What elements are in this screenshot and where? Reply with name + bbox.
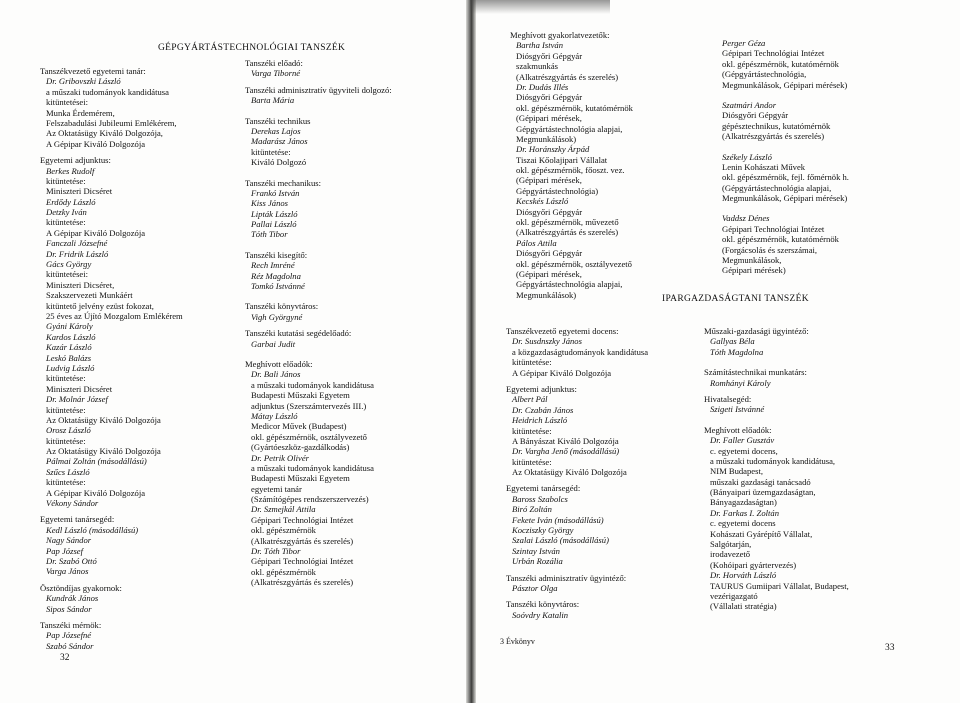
person-name: Garbai Judit <box>251 338 296 349</box>
person-name: Gallyas Béla <box>710 336 755 347</box>
person-name: Dr. Czabán János <box>512 404 574 415</box>
person-name: Biró Zoltán <box>512 504 552 515</box>
person-name: Szabó Sándor <box>46 640 94 651</box>
entry-text: (Gépipari mérések, <box>516 113 582 124</box>
person-name: Madarász János <box>251 136 308 147</box>
entry-text: Gépipari Technológiai Intézet <box>722 48 825 59</box>
person-name: Dr. Susdnszky János <box>512 336 582 347</box>
person-name: Tóth Magdolna <box>710 346 764 357</box>
entry-text: Lenin Kohászati Művek <box>722 161 806 172</box>
entry-text: kitüntetései: <box>46 269 89 280</box>
person-name: Dr. Szabó Ottó <box>46 555 97 566</box>
entry-text: Diósgyőri Gépgyár <box>516 50 583 61</box>
person-name: Kazár László <box>46 342 92 353</box>
person-name: Varga Tiborné <box>251 68 301 79</box>
person-name: Dr. Tóth Tibor <box>251 546 301 557</box>
entry-text: a műszaki tudományok kandidátusa <box>46 86 169 97</box>
spacer <box>722 203 849 213</box>
person-name: Pap József <box>46 545 83 556</box>
entry-text: TAURUS Gumiipari Vállalat, Budapest, <box>710 580 849 591</box>
spacer <box>722 90 849 100</box>
entry-text: adjunktus (Szerszámtervezés III.) <box>251 400 367 411</box>
entry-text: Megmunkálások) <box>516 289 577 300</box>
entry-text: Az Oktatásügy Kiváló Dolgozója <box>46 446 161 457</box>
entry-text: irodavezető <box>710 549 751 560</box>
spacer <box>245 168 392 178</box>
person-name: Detzky Iván <box>46 207 87 218</box>
entry-text: Kohászati Gyárépítő Vállalat, <box>710 528 813 539</box>
person-name: Soóvdry Katalin <box>512 609 569 620</box>
entry-text: (Gépipari mérések, <box>516 175 582 186</box>
entry-text: Szakszervezeti Munkáért <box>46 290 133 301</box>
entry-text: Felszabadulási Jubileumi Emlékérem, <box>46 117 177 128</box>
entry-text: Tanszéki könyvtáros: <box>245 301 319 312</box>
entry-text: Egyetemi tanársegéd: <box>40 514 115 525</box>
entry-text: kitüntetése: <box>46 373 86 384</box>
entry-text: Diósgyőri Gépgyár <box>516 206 583 217</box>
person-name: Vaddsz Dénes <box>722 213 770 224</box>
entry-text: Budapesti Műszaki Egyetem <box>251 390 350 401</box>
person-name: Fanczali Józsefné <box>46 238 108 249</box>
entry-text: (Forgácsolás és szerszámai, <box>722 244 818 255</box>
entry-text: Meghívott előadók: <box>704 424 772 435</box>
entry-text: (Gépgyártástechnológia alapjai, <box>722 182 832 193</box>
person-name: Dr. Horánszky Árpád <box>516 144 590 155</box>
person-name: Frankó István <box>251 187 300 198</box>
entry-text: A Gépipar Kiváló Dolgozója <box>46 138 146 149</box>
person-name: Urbán Rozália <box>512 556 563 567</box>
entry-text: a közgazdaságtudományok kandidátusa <box>512 346 649 357</box>
entry-text: Bányagazdaságtan) <box>710 497 777 508</box>
entry-text: (Alkatrészgyártás és szerelés) <box>251 535 354 546</box>
entry-text: műszaki gazdasági tanácsadó <box>710 476 811 487</box>
entry-text: kitüntetése: <box>46 217 86 228</box>
person-name: Szűcs László <box>46 466 90 477</box>
person-name: Mátay László <box>251 410 298 421</box>
entry-text: (Gyártóeszköz-gazdálkodás) <box>251 442 350 453</box>
entry-text: Diósgyőri Gépgyár <box>516 248 583 259</box>
entry-text: okl. gépészmérnök, kutatómérnök <box>516 102 633 113</box>
entry-text: gépésztechnikus, kutatómérnök <box>722 120 831 131</box>
entry-text: Diósgyőri Gépgyár <box>516 92 583 103</box>
entry-text: Megmunkálások, Gépipari mérések) <box>722 79 848 90</box>
entry-text: c. egyetemi docens, <box>710 445 778 456</box>
entry-text: Tanszéki technikus <box>245 115 311 126</box>
person-name: Szalai László (másodállású) <box>512 535 609 546</box>
person-name: Nagy Sándor <box>46 535 92 546</box>
entry-text: Gépipari Technológiai Intézet <box>722 223 825 234</box>
person-name: Szatmári Andor <box>722 99 777 110</box>
department-heading-gepgyartastechnologiai: GÉPGYÁRTÁSTECHNOLÓGIAI TANSZÉK <box>158 43 346 53</box>
entry-text: Megmunkálások, Gépipari mérések) <box>722 193 848 204</box>
entry-text: A Bányászat Kiváló Dolgozója <box>512 435 619 446</box>
entry-text: Budapesti Műszaki Egyetem <box>251 473 350 484</box>
left-page <box>0 0 470 703</box>
entry-text: kitüntetése: <box>512 357 552 368</box>
entry-text: Az Oktatásügy Kiváló Dolgozója <box>512 467 627 478</box>
entry-text: (Gépgyártástechnológia, <box>722 69 807 80</box>
entry-text: Tanszéki kisegítő: <box>245 249 308 260</box>
entry-text: Medicor Művek (Budapest) <box>251 421 347 432</box>
person-name: Varga János <box>46 566 89 577</box>
entry-text: Diósgyőri Gépgyár <box>722 110 789 121</box>
person-name: Romhányi Károly <box>710 377 771 388</box>
person-name: Dr. Horváth László <box>710 570 777 581</box>
entry-text: Műszaki-gazdasági ügyintéző: <box>704 326 809 336</box>
entry-text: (Alkatrészgyártás és szerelés) <box>722 131 825 142</box>
entry-text: Ösztöndíjas gyakornok: <box>40 582 122 593</box>
entry-text: kitüntető jelvény ezüst fokozat, <box>46 300 154 311</box>
entry-text: okl. gépészmérnök, fejl. főmérnök h. <box>722 172 849 183</box>
right-page <box>472 0 960 703</box>
person-name: Dr. Vargha Jenő (másodállású) <box>512 446 620 457</box>
page-number-right: 33 <box>885 643 895 653</box>
entry-text: Tanszékvezető egyetemi docens: <box>506 326 619 336</box>
book-gutter <box>466 0 476 703</box>
person-name: Pásztor Olga <box>512 582 558 593</box>
person-name: Dr. Dudás Illés <box>516 81 569 92</box>
person-name: Gács György <box>46 259 92 270</box>
entry-text: Gépgyártástechnológia) <box>516 185 599 196</box>
left-column-1 <box>40 66 183 651</box>
person-name: Dr. Bali János <box>251 369 301 380</box>
entry-text: kitüntetése: <box>46 404 86 415</box>
person-name: Vékony Sándor <box>46 498 99 509</box>
right-top-column-1 <box>510 30 633 300</box>
person-name: Erdődy László <box>46 196 96 207</box>
entry-text: kitüntetése: <box>46 435 86 446</box>
entry-text: okl. gépészmérnök <box>251 525 316 536</box>
person-name: Albert Pál <box>512 394 548 405</box>
person-name: Tóth Tibor <box>251 229 288 240</box>
entry-text: (Gépipari mérések, <box>516 268 582 279</box>
person-name: Réz Magdolna <box>251 270 301 281</box>
entry-text: Gépipari mérések) <box>722 265 786 276</box>
entry-text: (Kohóipari gyártervezés) <box>710 559 797 570</box>
person-name: Kecskés László <box>516 196 569 207</box>
page-shadow <box>470 0 610 14</box>
entry-text: Kiváló Dolgozó <box>251 157 307 168</box>
entry-text: (Számítógépes rendszerszervezés) <box>251 494 369 505</box>
entry-text: 25 éves az Újító Mozgalom Emlékérem <box>46 310 183 321</box>
person-name: Dr. Gribovszki László <box>46 76 121 87</box>
entry-text: Egyetemi adjunktus: <box>40 155 111 166</box>
person-name: Tomkó Istvánné <box>251 281 305 292</box>
entry-text: A Gépipar Kiváló Dolgozója <box>46 227 146 238</box>
spacer <box>245 106 392 116</box>
entry-text: okl. gépészmérnök, kutatómérnök <box>722 58 839 69</box>
person-name: Baross Szabolcs <box>512 493 568 504</box>
entry-text: kitüntetése: <box>46 175 86 186</box>
person-name: Derekas Lajos <box>251 125 301 136</box>
entry-text: Megmunkálások) <box>516 133 577 144</box>
entry-text: kitüntetése: <box>512 425 552 436</box>
person-name: Szigeti Istvánné <box>710 404 765 415</box>
entry-text: Salgótarján, <box>710 539 752 550</box>
entry-text: Tanszéki kutatási segédelőadó: <box>245 328 352 339</box>
entry-text: okl. gépészmérnök, művezető <box>516 217 619 228</box>
entry-text: Hivatalsegéd: <box>704 393 752 404</box>
entry-text: Megmunkálások, <box>722 255 782 266</box>
entry-text: Egyetemi tanársegéd: <box>506 483 581 494</box>
entry-text: okl. gépészmérnök, osztályvezető <box>516 258 632 269</box>
entry-text: kitüntetései: <box>46 97 89 108</box>
entry-text: Tanszéki könyvtáros: <box>506 599 580 610</box>
entry-text: (Alkatrészgyártás és szerelés) <box>516 227 619 238</box>
right-bottom-column-2 <box>704 326 849 612</box>
person-name: Pap Józsefné <box>46 630 92 641</box>
entry-text: (Bányaipari üzemgazdaságtan, <box>710 487 816 498</box>
spacer <box>245 349 392 359</box>
entry-text: Tanszéki mechanikus: <box>245 177 322 188</box>
person-name: Dr. Faller Gusztáv <box>710 435 775 446</box>
person-name: Dr. Petrik Olivér <box>251 452 309 463</box>
entry-text: kitüntetése: <box>251 146 291 157</box>
person-name: Heidrich László <box>512 415 568 426</box>
person-name: Kocziszky György <box>512 525 574 536</box>
person-name: Kundrák János <box>46 593 99 604</box>
entry-text: (Vállalati stratégia) <box>710 601 777 612</box>
footer-evkonyv: 3 Évkönyv <box>500 637 535 646</box>
entry-text: Tanszéki adminisztratív ügyintéző: <box>506 572 627 583</box>
person-name: Dr. Fridrik László <box>46 248 109 259</box>
person-name: Dr. Molnár József <box>46 394 108 405</box>
entry-text: Tiszai Kőolajipari Vállalat <box>516 154 608 165</box>
entry-text: Miniszteri Dicséret <box>46 383 113 394</box>
person-name: Dr. Szmejkál Attila <box>251 504 316 515</box>
entry-text: Gépipari Technológiai Intézet <box>251 556 354 567</box>
entry-text: a műszaki tudományok kandidátusa, <box>710 455 836 466</box>
entry-text: vezérigazgató <box>710 590 758 601</box>
entry-text: Tanszékvezető egyetemi tanár: <box>40 66 146 76</box>
entry-text: Az Oktatásügy Kiváló Dolgozója <box>46 414 161 425</box>
entry-text: Egyetemi adjunktus: <box>506 383 577 394</box>
entry-text: okl. gépészmérnök, osztályvezető <box>251 431 367 442</box>
person-name: Perger Géza <box>722 38 766 48</box>
spacer <box>245 291 392 301</box>
person-name: Leskó Balázs <box>46 352 92 363</box>
entry-text: Számítástechnikai munkatárs: <box>704 367 807 378</box>
left-column-2 <box>245 58 392 588</box>
entry-text: Tanszéki adminisztratív ügyviteli dolgozó: <box>245 84 392 95</box>
entry-text: A Gépipar Kiváló Dolgozója <box>46 487 146 498</box>
entry-text: Meghívott gyakorlatvezetők: <box>510 30 610 40</box>
entry-text: Gépgyártástechnológia alapjai, <box>516 279 623 290</box>
person-name: Dr. Farkas I. Zoltán <box>710 507 779 518</box>
entry-text: okl. gépészmérnök <box>251 566 316 577</box>
person-name: Orosz László <box>46 425 91 436</box>
person-name: Sipos Sándor <box>46 603 92 614</box>
entry-text: Az Oktatásügy Kiváló Dolgozója, <box>46 128 163 139</box>
department-heading-ipargazdasagtani: IPARGAZDASÁGTANI TANSZÉK <box>662 294 809 304</box>
entry-text: szakmunkás <box>516 61 559 72</box>
person-name: Szintay István <box>512 545 560 556</box>
entry-text: a műszaki tudományok kandidátusa <box>251 379 374 390</box>
entry-text: Miniszteri Dicséret <box>46 186 113 197</box>
page-number-left: 32 <box>60 653 70 663</box>
entry-text: Munka Érdemérem, <box>46 107 115 118</box>
person-name: Vigh Györgyné <box>251 311 303 322</box>
person-name: Kiss János <box>251 198 289 209</box>
person-name: Gyáni Károly <box>46 321 93 332</box>
spacer <box>722 142 849 152</box>
spacer <box>245 240 392 250</box>
person-name: Ludvig László <box>46 362 95 373</box>
entry-text: Meghívott előadók: <box>245 358 313 369</box>
entry-text: Tanszéki mérnök: <box>40 619 102 630</box>
entry-text: okl. gépészmérnök, főoszt. vez. <box>516 165 625 176</box>
entry-text: (Alkatrészgyártás és szerelés) <box>516 71 619 82</box>
person-name: Bartha István <box>516 40 564 51</box>
person-name: Kedl László (másodállású) <box>46 524 139 535</box>
entry-text: kitüntetése: <box>46 477 86 488</box>
entry-text: kitüntetése: <box>512 456 552 467</box>
entry-text: a műszaki tudományok kandidátusa <box>251 462 374 473</box>
right-top-column-2 <box>722 38 849 276</box>
person-name: Pallai László <box>251 219 297 230</box>
entry-text: Miniszteri Dicséret, <box>46 279 115 290</box>
entry-text: Gépgyártástechnológia alapjai, <box>516 123 623 134</box>
person-name: Fekete Iván (másodállású) <box>512 514 604 525</box>
entry-text: NIM Budapest, <box>710 466 763 477</box>
person-name: Berkes Rudolf <box>46 165 95 176</box>
person-name: Pálmai Zoltán (másodállású) <box>46 456 147 467</box>
person-name: Pálos Attila <box>516 237 557 248</box>
person-name: Lipták László <box>251 208 298 219</box>
entry-text: okl. gépészmérnök, kutatómérnök <box>722 234 839 245</box>
spacer <box>704 357 849 367</box>
entry-text: (Alkatrészgyártás és szerelés) <box>251 577 354 588</box>
right-bottom-column-1 <box>506 326 648 620</box>
spacer <box>704 415 849 425</box>
entry-text: A Gépipar Kiváló Dolgozója <box>512 367 612 378</box>
person-name: Rech Imréné <box>251 260 295 271</box>
person-name: Székely László <box>722 151 772 162</box>
person-name: Kardos László <box>46 331 96 342</box>
entry-text: Tanszéki előadó: <box>245 58 303 68</box>
person-name: Barta Mária <box>251 95 295 106</box>
entry-text: Gépipari Technológiai Intézet <box>251 514 354 525</box>
entry-text: egyetemi tanár <box>251 483 302 494</box>
entry-text: c. egyetemi docens <box>710 518 776 529</box>
